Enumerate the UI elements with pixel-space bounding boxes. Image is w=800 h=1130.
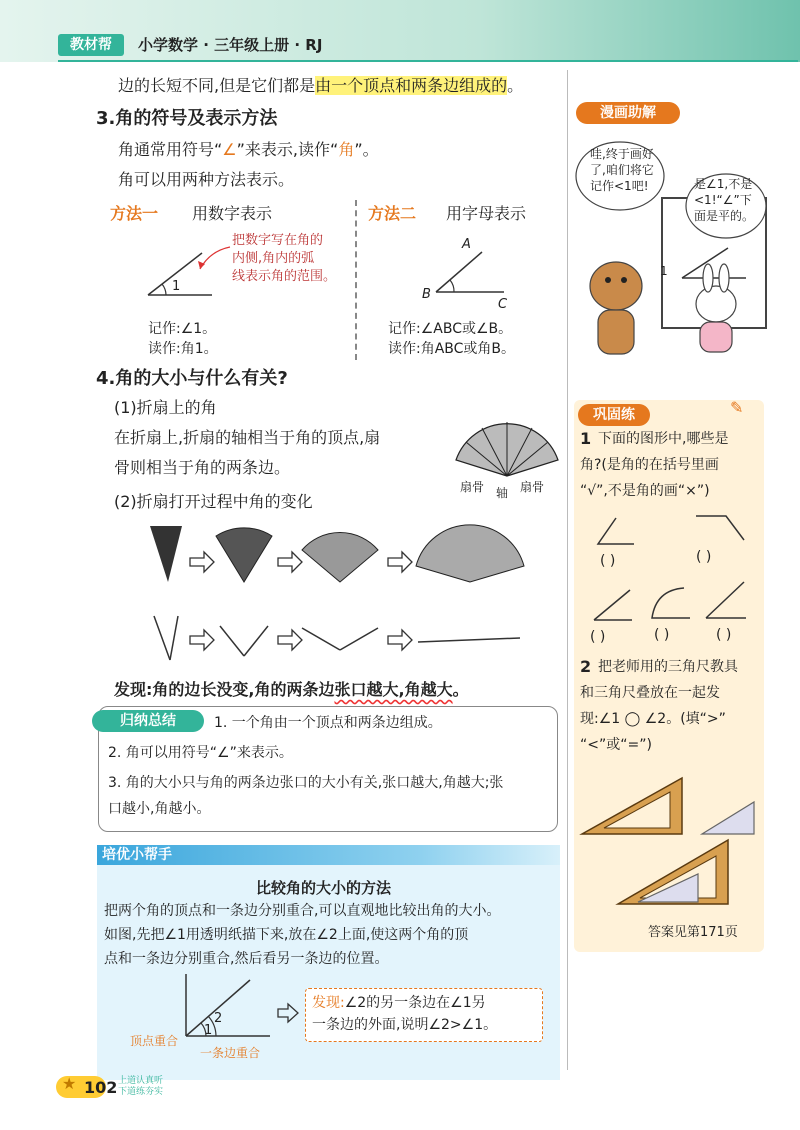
q1-answer-3[interactable]: ( ): [590, 629, 606, 645]
comic-board-label: 1: [660, 264, 668, 278]
q1-answer-1[interactable]: ( ): [600, 553, 616, 569]
q2-line-1: 把老师用的三角尺教具: [598, 659, 738, 675]
method1-desc: 用数字表示: [192, 204, 273, 223]
summary-title-text: 归纳总结: [120, 713, 176, 729]
section3-heading: 3.角的符号及表示方法: [96, 108, 278, 129]
compare-angle-figure: [180, 970, 280, 1042]
q2-line-2: 和三角尺叠放在一起发: [580, 685, 720, 701]
peiyou-find-2: 一条边的外面,说明∠2>∠1。: [312, 1017, 498, 1033]
intro-line: [118, 74, 523, 98]
fan-figure: [452, 420, 562, 480]
fan-sequence: [140, 520, 550, 670]
method2-read: 读作:角ABC或角B。: [388, 341, 516, 357]
comic-bubble2-3: 面是平的。: [694, 209, 755, 223]
q1-answer-2[interactable]: ( ): [696, 549, 712, 565]
peiyou-subtitle: 比较角的大小的方法: [256, 879, 392, 897]
q1-answer-4[interactable]: ( ): [654, 627, 670, 643]
point-b: B: [422, 287, 431, 302]
method1-note-2: 内侧,角内的弧: [232, 251, 315, 266]
compare-angle1-label: 1: [204, 1023, 213, 1038]
comic-bubble1-2: 了,咱们将它: [590, 163, 654, 177]
point-a: A: [462, 237, 471, 252]
fan-label-right: 扇骨: [520, 480, 545, 494]
summary-item-2: 2. 角可以用符号“∠”来表示。: [108, 745, 293, 761]
summary-title: [92, 710, 204, 732]
arrow-icon: [276, 1002, 300, 1024]
q1-answer-5[interactable]: ( ): [716, 627, 732, 643]
fan-label-left: 扇骨: [460, 480, 485, 494]
method2-angle-figure: [420, 240, 560, 310]
q1-number: 1: [580, 429, 592, 448]
method1-angle-label: 1: [172, 279, 181, 294]
method1-read: 读作:角1。: [148, 341, 218, 357]
practice-title-text: 巩固练: [593, 407, 635, 423]
intro-highlight: 由一个顶点和两条边组成的: [315, 76, 508, 95]
footer-tag-2: 下道练夯实: [118, 1087, 164, 1097]
method2-label: 方法二: [368, 204, 417, 223]
finding-pre: 角的边长没变,角的两条边: [152, 680, 335, 699]
point-c: C: [498, 297, 508, 312]
label-vertex: 顶点重合: [130, 1034, 179, 1048]
comic-bubble2-2: <1!“∠”下: [694, 193, 752, 207]
compare-angle2-label: 2: [214, 1011, 223, 1026]
comic-title-text: 漫画助解: [600, 105, 656, 121]
section3-p1: [118, 138, 379, 162]
peiyou-title: 培优小帮手: [102, 847, 172, 863]
method1-note-3: 线表示角的范围。: [232, 269, 337, 284]
answer-ref: 答案见第171页: [648, 925, 738, 940]
method1-write: 记作:∠1。: [148, 321, 217, 337]
peiyou-find-label: 发现:: [312, 995, 345, 1011]
summary-item-3: 3. 角的大小只与角的两条边张口的大小有关,张口越大,角越大;张: [108, 775, 504, 791]
finding-post: 。: [452, 680, 469, 699]
q2-number: 2: [580, 657, 592, 676]
page-number: 102: [84, 1078, 118, 1097]
q1-line-1: 下面的图形中,哪些是: [598, 431, 729, 447]
intro-post: 。: [507, 76, 524, 95]
comic-bubble1-1: 哇,终于画好: [590, 147, 654, 161]
peiyou-line-3: 点和一条边分别重合,然后看另一条边的位置。: [104, 951, 389, 967]
header-title: 小学数学 · 三年级上册 · RJ: [138, 36, 323, 54]
star-icon: ★: [62, 1074, 77, 1093]
practice-title: [578, 404, 650, 426]
p1-mid: ”来表示,读作“: [236, 140, 339, 159]
q1-shapes: [586, 508, 762, 640]
method1-note-1: 把数字写在角的: [232, 233, 324, 248]
comic-title: [576, 102, 680, 124]
method-divider: [355, 200, 357, 360]
summary-item-3-cont: 口越小,角越小。: [108, 801, 211, 817]
section4-p1-line2: 骨则相当于角的两条边。: [114, 458, 291, 477]
q2-line-4: “<”或“=”): [580, 737, 652, 753]
finding: [114, 678, 469, 702]
header-rule: [58, 60, 798, 62]
section4-sub1: (1)折扇上的角: [114, 398, 217, 417]
label-edge: 一条边重合: [200, 1046, 261, 1060]
section4-heading: 4.角的大小与什么有关?: [96, 368, 288, 389]
section3-p2: 角可以用两种方法表示。: [118, 170, 295, 189]
q1-line-3: “√”,不是角的画“×”): [580, 483, 710, 499]
peiyou-line-2: 如图,先把∠1用透明纸描下来,放在∠2上面,使这两个角的顶: [104, 927, 469, 943]
q2-line-3: 现:∠1 ◯ ∠2。(填“>”: [580, 711, 726, 727]
section4-p1-line1: 在折扇上,折扇的轴相当于角的顶点,扇: [114, 428, 381, 447]
finding-emphasis: 张口越大,角越大: [334, 680, 453, 699]
pencil-icon: ✎: [730, 398, 744, 417]
triangle-rulers-figure: [578, 764, 764, 914]
q1-line-2: 角?(是角的在括号里画: [580, 457, 719, 473]
peiyou-find-text-1: ∠2的另一条边在∠1另: [344, 995, 486, 1011]
angle-symbol: ∠: [222, 140, 237, 159]
footer-tag-1: 上道认真听: [118, 1076, 164, 1086]
p1-post: ”。: [354, 140, 379, 159]
method2-desc: 用字母表示: [446, 204, 527, 223]
section4-sub2: (2)折扇打开过程中角的变化: [114, 492, 313, 511]
comic-bubble1-3: 记作<1吧!: [590, 179, 649, 193]
intro-pre: 边的长短不同,但是它们都是: [118, 76, 316, 95]
brand-tag: 教材帮: [58, 34, 124, 56]
comic-bubble2-1: 是∠1,不是: [694, 177, 753, 191]
peiyou-line-1: 把两个角的顶点和一条边分别重合,可以直观地比较出角的大小。: [104, 903, 501, 919]
peiyou-find-1: [312, 994, 486, 1012]
method1-label: 方法一: [110, 204, 159, 223]
p1-pre: 角通常用符号“: [118, 140, 223, 159]
angle-reading: 角: [338, 140, 355, 159]
summary-item-1: 1. 一个角由一个顶点和两条边组成。: [214, 715, 442, 731]
method2-write: 记作:∠ABC或∠B。: [388, 321, 513, 337]
finding-label: 发现:: [114, 680, 153, 699]
margin-rule: [567, 70, 568, 1070]
fan-label-mid: 轴: [496, 486, 509, 500]
